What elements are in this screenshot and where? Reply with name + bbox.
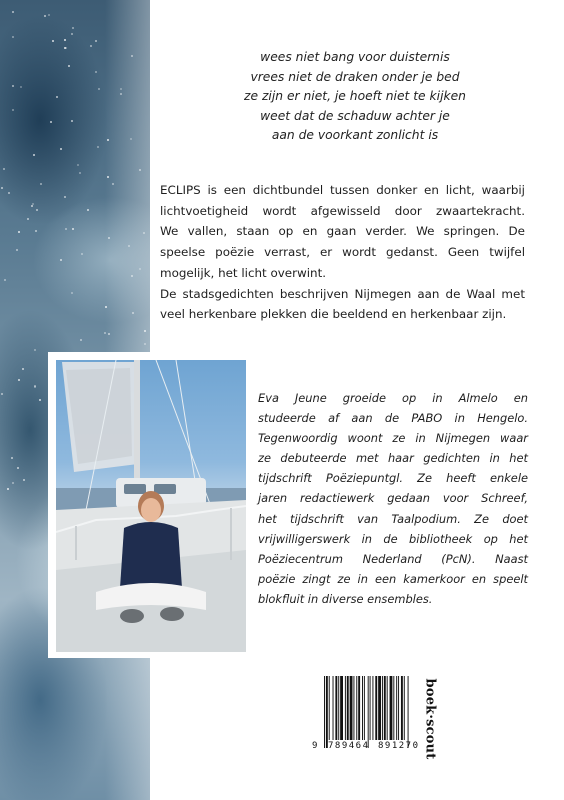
person-shoe	[160, 607, 184, 621]
barcode-bar	[393, 676, 394, 740]
barcode-bar	[364, 676, 365, 740]
isbn-group-right: 891270	[378, 741, 420, 751]
publisher-logo	[418, 676, 442, 762]
poem-line: aan de voorkant zonlicht is	[271, 128, 439, 142]
description-line: ECLIPS is een dichtbundel tussen donker en licht, waarbij	[160, 183, 525, 197]
barcode-bar	[333, 676, 334, 740]
description-line: speelse poëzie verrast, er wordt gedanst. Geen twijfel	[160, 245, 525, 260]
barcode-bar	[350, 676, 353, 740]
person-jacket	[120, 522, 182, 588]
description-line: De stadsgedichten beschrijven Nijmegen aan de Waal met	[160, 286, 525, 301]
bio-line: vrijwilligerswerk in de bibliotheek op het	[258, 531, 528, 546]
bio-line: ze debuteerde met haar gedichten in het	[258, 451, 528, 466]
bio-line: Eva Jeune groeide op in Almelo en	[258, 391, 528, 405]
description-line: lichtvoetigheid wordt afgewisseld door zwaartekracht.	[160, 203, 525, 218]
barcode-bar	[358, 676, 360, 740]
barcode-bar	[408, 676, 409, 748]
barcode-bar	[356, 676, 357, 740]
poem-line: vrees niet de draken onder je bed	[250, 69, 460, 84]
bio-line: het tijdschrift van Taalpodium. Ze doet	[258, 511, 528, 526]
author-photo-illustration	[56, 360, 246, 652]
barcode-bar	[372, 676, 373, 740]
barcode-bar	[398, 676, 399, 740]
barcode-bar	[375, 676, 377, 740]
author-bio	[258, 388, 528, 609]
bio-line: Tegenwoordig woont ze in Nijmegen waar	[258, 431, 528, 446]
barcode-bar	[368, 676, 369, 748]
barcode-bar	[326, 676, 328, 748]
publisher-logo-text: boek·scout	[422, 678, 438, 760]
barcode-bar	[401, 676, 403, 740]
barcode-bar	[353, 676, 354, 740]
barcode-bar	[329, 676, 330, 740]
barcode-bar	[340, 676, 343, 740]
barcode-bar	[338, 676, 339, 740]
bio-line: Poëziecentrum Nederland (PcN). Naast	[258, 551, 528, 566]
isbn-prefix: 9	[312, 741, 318, 751]
barcode-bar	[387, 676, 388, 740]
poem-line: wees niet bang voor duisternis	[260, 50, 450, 64]
barcode-bar	[384, 676, 386, 740]
poem	[190, 48, 520, 146]
barcode-bar	[362, 676, 363, 740]
bio-line: blokfluit in diverse ensembles.	[258, 591, 433, 606]
person-face	[141, 498, 161, 522]
barcode-bar	[382, 676, 383, 740]
description-line: We vallen, staan op en gaan verder. We springen. De	[160, 224, 525, 239]
barcode-bar	[404, 676, 405, 740]
barcode-bar	[378, 676, 381, 740]
person-shoe	[120, 609, 144, 623]
description-line: veel herkenbare plekken die beeldend en herkenbaar zijn.	[160, 307, 507, 322]
book-description	[160, 180, 525, 325]
barcode-bar	[370, 676, 371, 740]
bio-line: poëzie zingt ze in een kamerkoor en speelt	[258, 571, 528, 586]
bio-line: tijdschrift Poëziepuntgl. Ze heeft enkele	[258, 471, 528, 486]
author-photo-frame	[48, 352, 246, 658]
isbn-digits	[312, 741, 428, 755]
barcode-bar	[396, 676, 397, 740]
barcode-bar	[345, 676, 346, 740]
barcode-bar	[335, 676, 337, 740]
cabin-window	[124, 484, 146, 494]
poem-line: ze zijn er niet, je hoeft niet te kijken	[244, 89, 466, 103]
cabin-window	[154, 484, 176, 494]
bio-line: jaren redactiewerk gedaan voor Schreef,	[258, 491, 528, 506]
barcode-bar	[347, 676, 349, 740]
barcode-bar	[324, 676, 325, 748]
description-line: mogelijk, het licht overwint.	[160, 265, 327, 280]
isbn-group-left: 789464	[328, 741, 370, 751]
poem-line: weet dat de schaduw achter je	[260, 108, 450, 123]
author-photo	[56, 360, 246, 652]
bio-line: studeerde af aan de PABO in Hengelo.	[258, 411, 528, 426]
barcode-bar	[390, 676, 393, 740]
